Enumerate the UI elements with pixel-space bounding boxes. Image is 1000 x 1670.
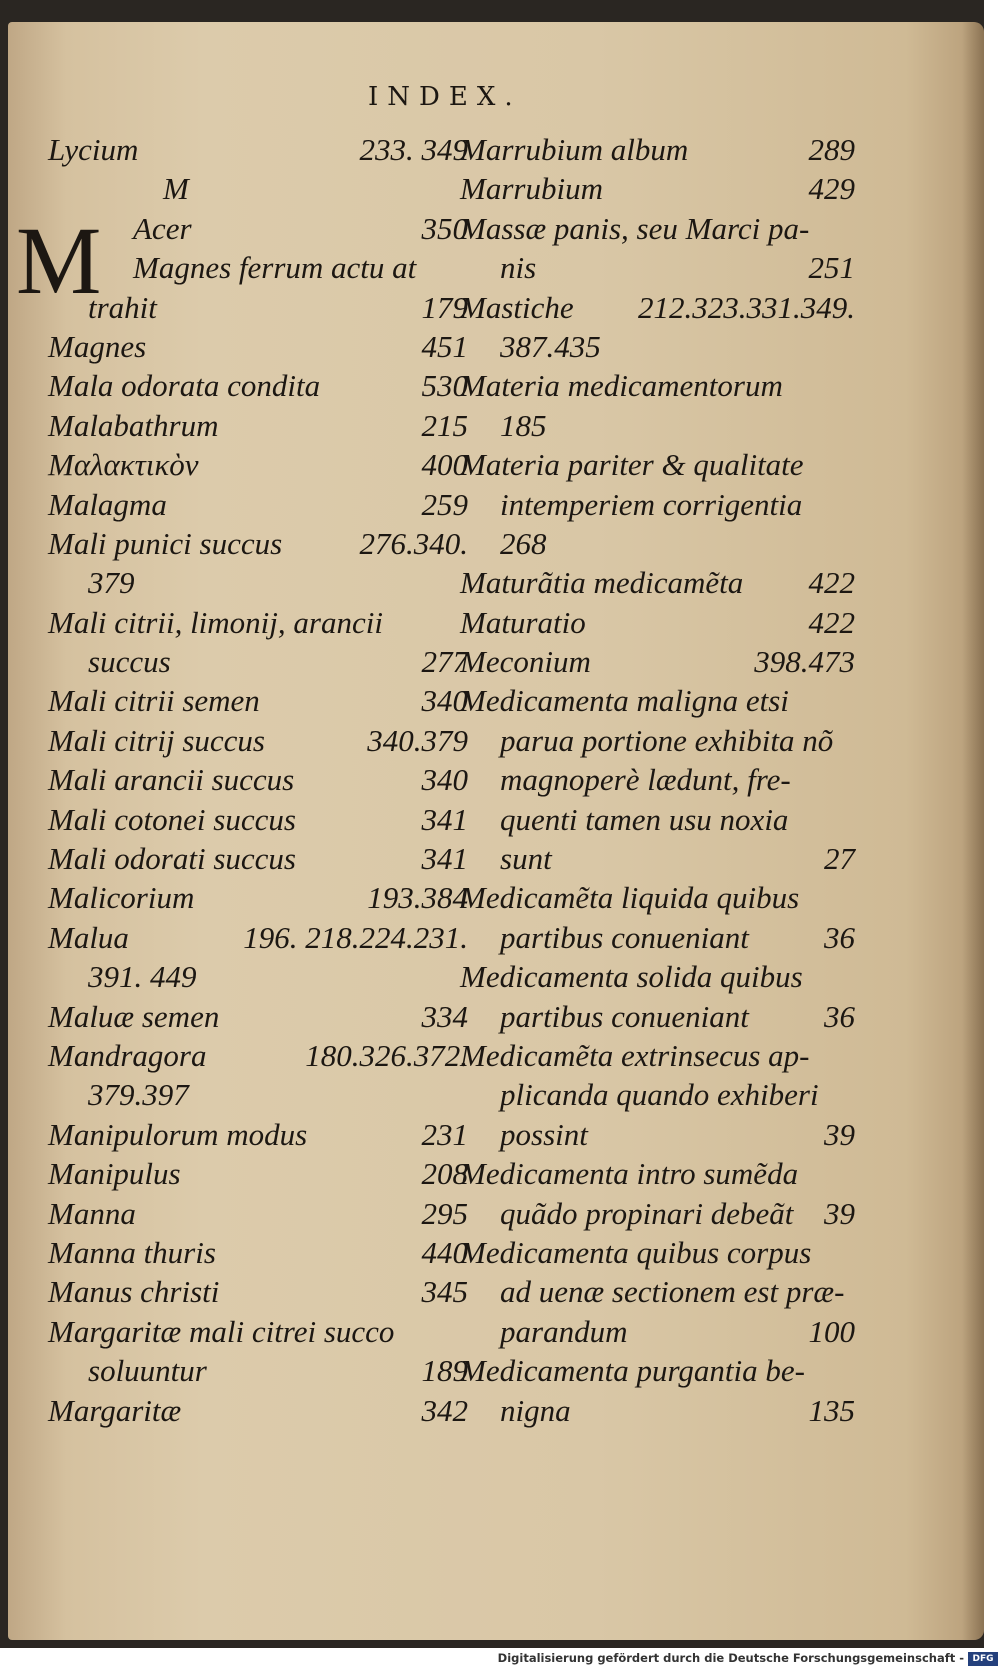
index-entry — [48, 327, 468, 366]
index-entry — [48, 603, 468, 642]
index-entry — [460, 721, 855, 760]
entry-page-refs: 334 — [421, 998, 468, 1034]
index-entry — [460, 1115, 855, 1154]
entry-term: Lycium — [48, 132, 139, 167]
entry-term: Malagma — [48, 486, 167, 522]
entry-term: Mali odorati succus — [48, 841, 296, 877]
entry-term: Materia pariter & qualitate — [460, 447, 804, 483]
index-entry — [460, 445, 855, 484]
entry-term: Manna thuris — [48, 1234, 216, 1270]
entry-page-refs: 36 — [824, 919, 855, 955]
index-entry — [460, 642, 855, 681]
entry-page-refs: 340.379 — [367, 722, 468, 758]
index-entry — [460, 1194, 855, 1233]
entry-term: magnoperè lædunt, fre- — [500, 762, 791, 798]
entry-term: Magnes ferrum actu at — [133, 250, 417, 286]
index-entry — [460, 1036, 855, 1075]
entry-term: 268 — [500, 525, 547, 561]
entry-page-refs: 39 — [824, 1195, 855, 1231]
index-entry — [460, 169, 855, 208]
entry-term: Marrubium — [460, 171, 603, 207]
index-entry — [460, 288, 855, 327]
index-entry — [460, 524, 855, 563]
entry-term: 185 — [500, 407, 547, 443]
index-entry — [48, 800, 468, 839]
entry-page-refs: 429 — [808, 171, 855, 207]
entry-term: Medicamenta intro sumẽda — [460, 1156, 799, 1192]
index-entry — [48, 1194, 468, 1233]
entry-term: plicanda quando exhiberi — [500, 1077, 819, 1113]
entry-term: Medicamenta quibus corpus — [460, 1234, 812, 1270]
entry-term: partibus conueniant — [500, 998, 749, 1034]
index-entry — [460, 406, 855, 445]
entry-term: trahit — [88, 289, 157, 325]
entry-term: Meconium — [460, 644, 591, 680]
index-entry — [48, 1036, 468, 1075]
entry-page-refs: 135 — [808, 1392, 855, 1428]
index-entry — [460, 800, 855, 839]
entry-page-refs: 215 — [421, 407, 468, 443]
entry-term: Marrubium album — [460, 132, 689, 167]
entry-page-refs: 180.326.372. — [305, 1037, 468, 1073]
index-entry — [460, 1391, 855, 1430]
index-entry — [460, 248, 855, 287]
index-entry — [48, 760, 468, 799]
entry-page-refs: 259 — [421, 486, 468, 522]
index-entry — [48, 1154, 468, 1193]
index-entry — [460, 209, 855, 248]
entry-term: Malicorium — [48, 880, 195, 916]
index-entry — [48, 248, 468, 287]
entry-page-refs: 422 — [808, 604, 855, 640]
entry-term: nis — [500, 250, 537, 286]
entry-term: 387.435 — [500, 328, 601, 364]
index-entry — [460, 603, 855, 642]
entry-term: Medicamẽta liquida quibus — [460, 880, 800, 916]
book-page — [8, 22, 984, 1640]
entry-term: succus — [88, 644, 171, 680]
entry-page-refs: 342 — [421, 1392, 468, 1428]
entry-term: M — [163, 171, 189, 207]
entry-page-refs: 27 — [824, 841, 855, 877]
entry-term: Manus christi — [48, 1274, 220, 1310]
entry-page-refs: 341 — [421, 801, 468, 837]
index-entry — [48, 169, 468, 208]
entry-page-refs: 193.384 — [367, 880, 468, 916]
entry-term: Margaritæ — [48, 1392, 182, 1428]
index-entry — [48, 445, 468, 484]
entry-page-refs: 233. 349 — [359, 132, 468, 167]
entry-term: Medicamenta solida quibus — [460, 959, 803, 995]
index-entry — [48, 130, 468, 169]
index-entry — [48, 485, 468, 524]
entry-page-refs: 398.473 — [754, 644, 855, 680]
index-entry — [48, 524, 468, 563]
index-entry — [460, 485, 855, 524]
index-entry — [460, 327, 855, 366]
entry-term: Mali punici succus — [48, 525, 283, 561]
index-entry — [48, 1075, 468, 1114]
index-column-right — [460, 130, 855, 1430]
entry-term: Mali arancii succus — [48, 762, 295, 798]
entry-term: Maluæ semen — [48, 998, 220, 1034]
index-entry — [460, 1233, 855, 1272]
entry-term: ad uenæ sectionem est præ- — [500, 1274, 845, 1310]
entry-term: intemperiem corrigentia — [500, 486, 803, 522]
index-entry — [48, 563, 468, 602]
index-entry — [460, 1075, 855, 1114]
entry-term: sunt — [500, 841, 552, 877]
entry-page-refs: 100 — [808, 1313, 855, 1349]
index-entry — [460, 1272, 855, 1311]
entry-term: parua portione exhibita nõ — [500, 722, 834, 758]
index-entry — [48, 1233, 468, 1272]
entry-term: Massæ panis, seu Marci pa- — [460, 210, 810, 246]
entry-term: quãdo propinari debeãt — [500, 1195, 794, 1231]
index-entry — [48, 1312, 468, 1351]
index-entry — [460, 760, 855, 799]
index-entry — [48, 1351, 468, 1390]
entry-page-refs: 451 — [421, 328, 468, 364]
index-entry — [460, 1351, 855, 1390]
index-entry — [48, 288, 468, 327]
index-entry — [48, 957, 468, 996]
index-entry — [48, 839, 468, 878]
index-entry — [48, 1272, 468, 1311]
entry-term: Manipulorum modus — [48, 1116, 308, 1152]
index-entry — [48, 642, 468, 681]
index-entry — [460, 366, 855, 405]
entry-term: Medicamenta maligna etsi — [460, 683, 789, 719]
entry-term: Mali citrii, limonij, arancii — [48, 604, 383, 640]
entry-term: Malabathrum — [48, 407, 219, 443]
entry-term: Magnes — [48, 328, 147, 364]
index-column-left — [48, 130, 468, 1430]
entry-term: quenti tamen usu noxia — [500, 801, 789, 837]
entry-page-refs: 212.323.331.349. — [638, 289, 855, 325]
entry-term: Medicamẽta extrinsecus ap- — [460, 1037, 810, 1073]
index-entry — [460, 681, 855, 720]
entry-page-refs: 36 — [824, 998, 855, 1034]
dfg-logo: DFG — [968, 1652, 998, 1666]
index-entry — [48, 918, 468, 957]
entry-term: Mali citrij succus — [48, 722, 265, 758]
entry-term: Malua — [48, 919, 129, 955]
index-entry — [48, 681, 468, 720]
entry-term: soluuntur — [88, 1353, 207, 1389]
entry-term: Μαλακτικὸν — [48, 447, 199, 483]
footer-bar — [0, 1648, 1000, 1670]
index-entry — [48, 366, 468, 405]
entry-page-refs: 39 — [824, 1116, 855, 1152]
entry-term: partibus conueniant — [500, 919, 749, 955]
entry-term: Mastiche — [460, 289, 574, 325]
index-entry — [48, 209, 468, 248]
entry-term: Materia medicamentorum — [460, 368, 783, 404]
index-entry — [460, 957, 855, 996]
entry-term: 379 — [88, 565, 135, 601]
entry-page-refs: 400 — [421, 447, 468, 483]
entry-page-refs: 208 — [421, 1156, 468, 1192]
page-edge-shadow — [962, 22, 984, 1640]
entry-page-refs: 340 — [421, 762, 468, 798]
running-head: INDEX. — [368, 82, 522, 112]
index-entry — [48, 1115, 468, 1154]
entry-term: Maturatio — [460, 604, 586, 640]
entry-page-refs: 189 — [421, 1353, 468, 1389]
entry-term: parandum — [500, 1313, 628, 1349]
entry-page-refs: 340 — [421, 683, 468, 719]
index-entry — [460, 563, 855, 602]
entry-term: 379.397 — [88, 1077, 189, 1113]
index-entry — [460, 918, 855, 957]
index-entry — [460, 1154, 855, 1193]
index-entry — [460, 1312, 855, 1351]
entry-term: 391. 449 — [88, 959, 197, 995]
index-entry — [460, 878, 855, 917]
index-entry — [48, 997, 468, 1036]
index-entry — [460, 839, 855, 878]
entry-page-refs: 251 — [808, 250, 855, 286]
entry-term: Maturãtia medicamẽta — [460, 565, 744, 601]
entry-page-refs: 295 — [421, 1195, 468, 1231]
entry-term: Mala odorata condita — [48, 368, 321, 404]
drop-cap: M — [16, 207, 102, 314]
entry-page-refs: 350 — [421, 210, 468, 246]
entry-term: Margaritæ mali citrei succo — [48, 1313, 395, 1349]
entry-term: Manipulus — [48, 1156, 181, 1192]
entry-page-refs: 231 — [421, 1116, 468, 1152]
entry-page-refs: 179 — [421, 289, 468, 325]
entry-page-refs: 277 — [421, 644, 468, 680]
index-entry — [48, 1391, 468, 1430]
entry-term: Mali citrii semen — [48, 683, 260, 719]
index-entry — [48, 878, 468, 917]
entry-page-refs: 422 — [808, 565, 855, 601]
entry-page-refs: 345 — [421, 1274, 468, 1310]
entry-term: Mali cotonei succus — [48, 801, 296, 837]
footer-credit: Digitalisierung gefördert durch die Deutsche Forschungsgemeinschaft - — [497, 1651, 964, 1665]
index-entry — [460, 130, 855, 169]
entry-page-refs: 530 — [421, 368, 468, 404]
index-entry — [48, 721, 468, 760]
entry-page-refs: 276.340. — [359, 525, 468, 561]
entry-page-refs: 440 — [421, 1234, 468, 1270]
index-entry — [48, 406, 468, 445]
entry-page-refs: 196. 218.224.231. — [243, 919, 468, 955]
entry-page-refs: 341 — [421, 841, 468, 877]
index-entry — [460, 997, 855, 1036]
entry-page-refs: 289 — [808, 132, 855, 167]
entry-term: Medicamenta purgantia be- — [460, 1353, 805, 1389]
entry-term: Mandragora — [48, 1037, 207, 1073]
entry-term: nigna — [500, 1392, 571, 1428]
entry-term: Acer — [133, 210, 192, 246]
entry-term: Manna — [48, 1195, 136, 1231]
entry-term: possint — [500, 1116, 588, 1152]
